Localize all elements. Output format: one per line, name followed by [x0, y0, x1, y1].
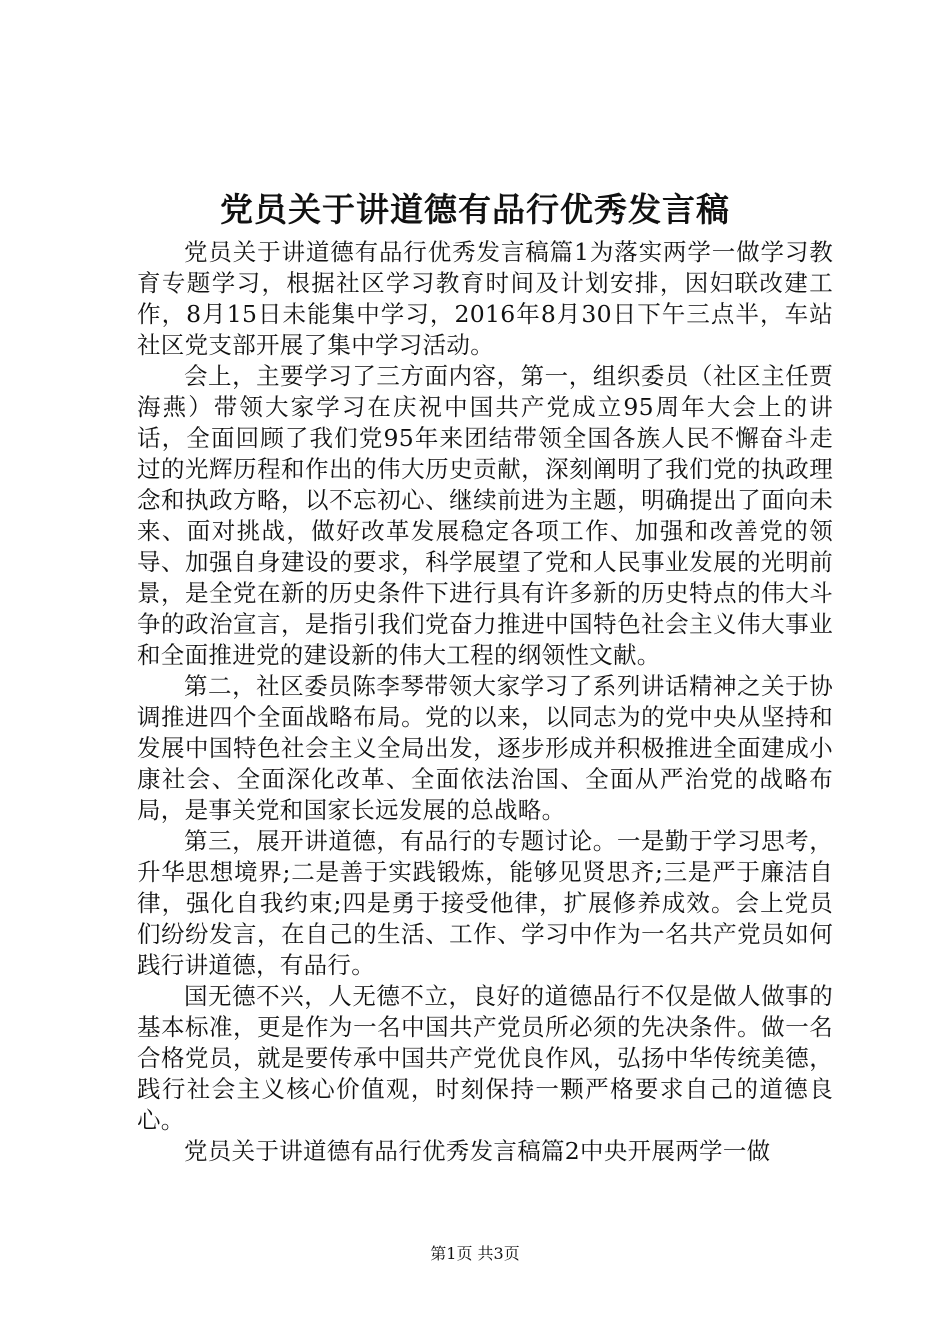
paragraph-6: 党员关于讲道德有品行优秀发言稿篇2中央开展两学一做	[184, 1137, 771, 1165]
paragraph-1: 党员关于讲道德有品行优秀发言稿篇1为落实两学一做学习教育专题学习，根据社区学习教育时间及计划安排，因妇联改建工作，8月15日未能集中学习，2016年8月30日下午三点半，车站社区党支部开展了集中学习活动。	[137, 238, 833, 359]
paragraph-4: 第三，展开讲道德，有品行的专题讨论。一是勤于学习思考，升华思想境界;二是善于实践锻炼，能够见贤思齐;三是严于廉洁自律，强化自我约束;四是勇于接受他律，扩展修养成效。会上党员们纷纷发言，在自己的生活、工作、学习中作为一名共产党员如何践行讲道德，有品行。	[137, 827, 833, 979]
page-number-footer: 第1页 共3页	[430, 1244, 520, 1263]
paragraph-5: 国无德不兴，人无德不立，良好的道德品行不仅是做人做事的基本标准，更是作为一名中国共产党员所必须的先决条件。做一名合格党员，就是要传承中国共产党优良作风，弘扬中华传统美德，践行社会主义核心价值观，时刻保持一颗严格要求自己的道德良心。	[137, 982, 833, 1134]
paragraph-2: 会上，主要学习了三方面内容，第一，组织委员（社区主任贾海燕）带领大家学习在庆祝中国共产党成立95周年大会上的讲话，全面回顾了我们党95年来团结带领全国各族人民不懈奋斗走过的光辉历程和作出的伟大历史贡献，深刻阐明了我们党的执政理念和执政方略，以不忘初心、继续前进为主题，明确提出了面向未来、面对挑战，做好改革发展稳定各项工作、加强和改善党的领导、加强自身建设的要求，科学展望了党和人民事业发展的光明前景，是全党在新的历史条件下进行具有许多新的历史特点的伟大斗争的政治宣言，是指引我们党奋力推进中国特色社会主义伟大事业和全面推进党的建设新的伟大工程的纲领性文献。	[137, 362, 833, 669]
paragraph-3: 第二，社区委员陈李琴带领大家学习了系列讲话精神之关于协调推进四个全面战略布局。党的以来，以同志为的党中央从坚持和发展中国特色社会主义全局出发，逐步形成并积极推进全面建成小康社会、全面深化改革、全面依法治国、全面从严治党的战略布局，是事关党和国家长远发展的总战略。	[137, 672, 833, 824]
document-title: 党员关于讲道德有品行优秀发言稿	[220, 190, 730, 229]
document-body	[137, 237, 833, 1167]
